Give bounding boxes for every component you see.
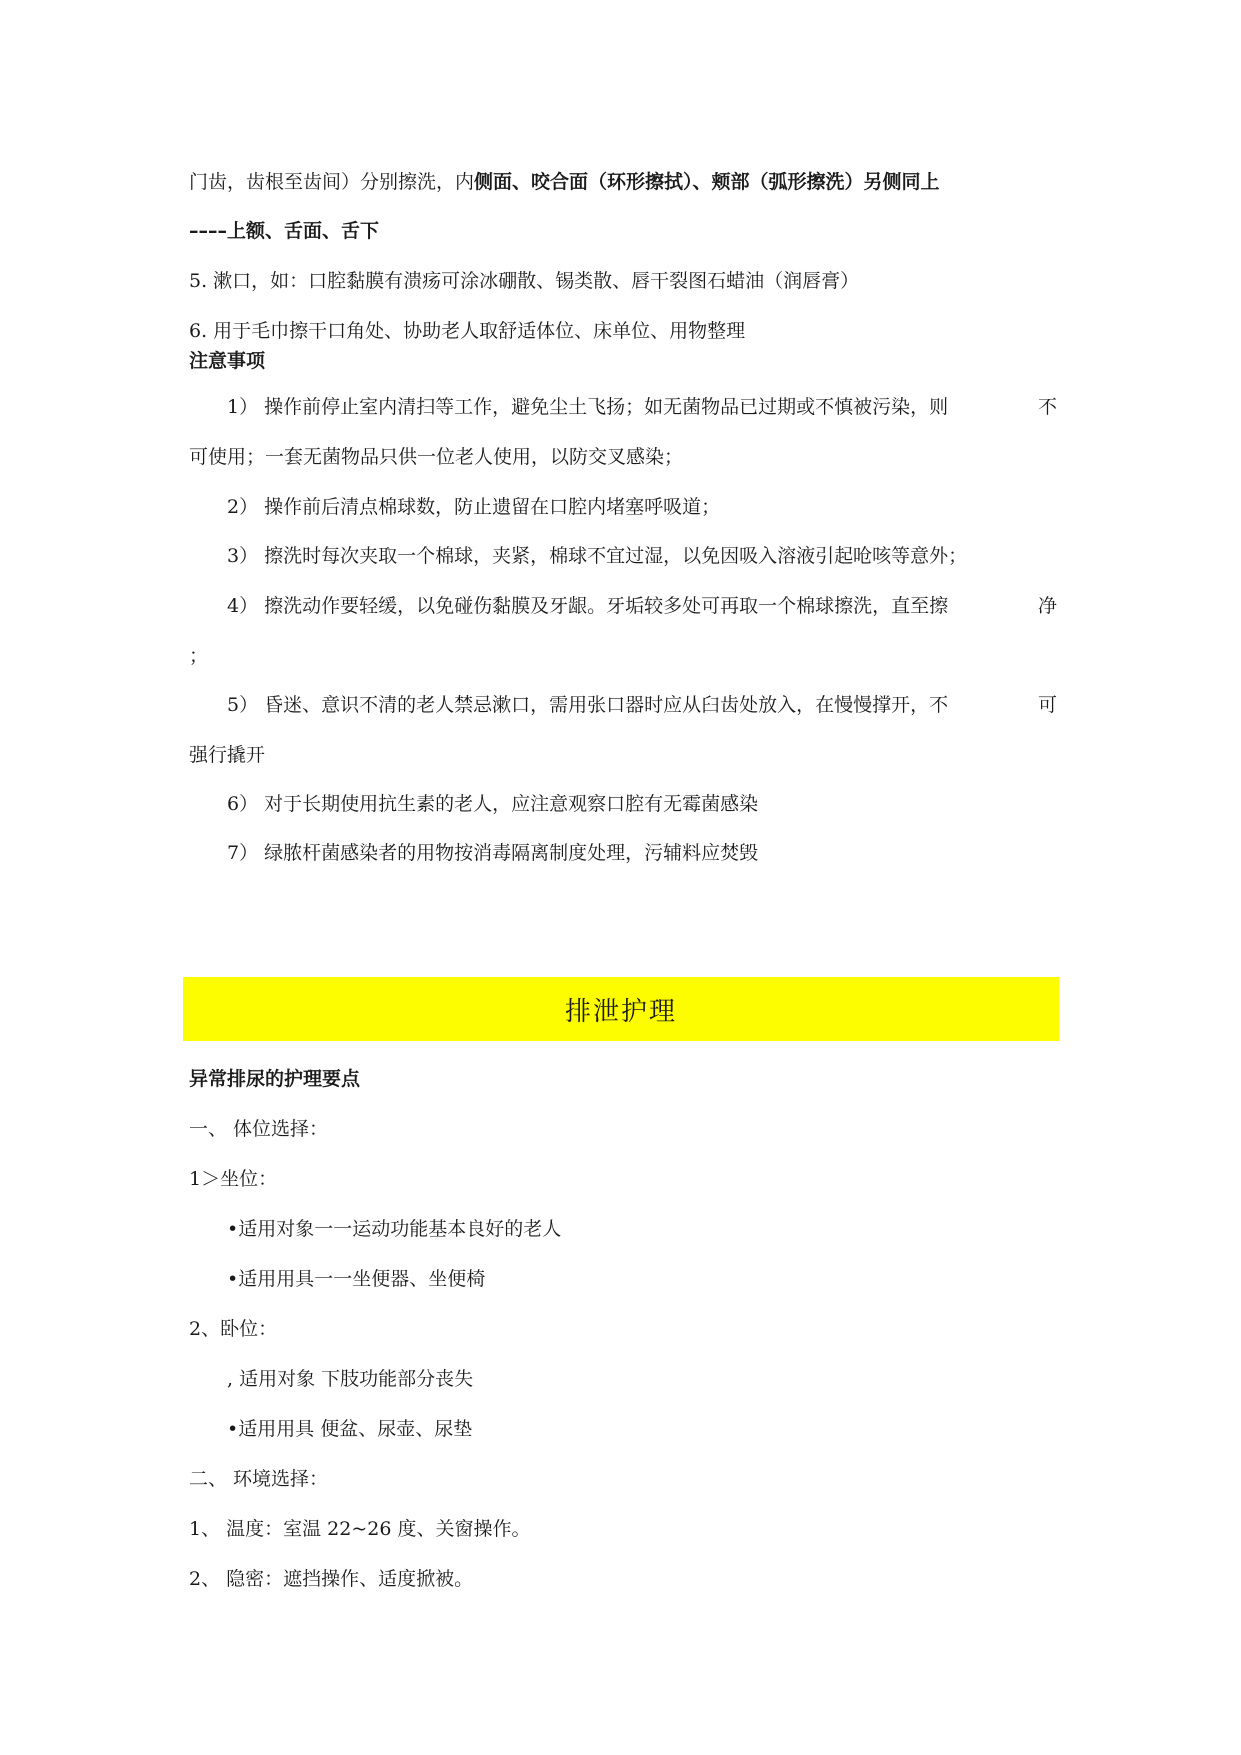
note-4-text: 4） 擦洗动作要轻缓，以免碰伤黏膜及牙龈。牙垢较多处可再取一个棉球擦洗，直至擦 (227, 595, 949, 617)
lying-target: , 适用对象 下肢功能部分丧失 (227, 1368, 474, 1390)
note-4-line-b: ； (189, 645, 209, 667)
sitting-tools: •适用用具一一坐便器、坐便椅 (227, 1268, 486, 1290)
line-brushing-continued (189, 169, 940, 195)
brushing-text: 门齿，齿根至齿间）分别擦洗，内 (189, 171, 475, 193)
banner-title: 排泄护理 (564, 996, 677, 1027)
posture-heading: 一、 体位选择： (189, 1118, 329, 1140)
sitting-target: •适用对象一一运动功能基本良好的老人 (227, 1218, 562, 1240)
note-2: 2） 操作前后清点棉球数，防止遗留在口腔内堵塞呼吸道； (227, 496, 721, 518)
step-5-rinse: 5. 漱口，如：口腔黏膜有溃疡可涂冰硼散、锡类散、唇干裂图石蜡油（润唇膏） (189, 270, 860, 292)
section-banner (183, 977, 1059, 1041)
note-5-line-a (189, 692, 1057, 718)
note-4-line-a (189, 593, 1057, 619)
step-6-wipe: 6. 用于毛巾擦干口角处、协助老人取舒适体位、床单位、用物整理 (189, 320, 746, 342)
posture-lying: 2、卧位： (189, 1318, 278, 1340)
note-3: 3） 擦洗时每次夹取一个棉球，夹紧，棉球不宜过湿，以免因吸入溶液引起呛咳等意外； (227, 545, 968, 567)
note-1-line-a (189, 394, 1057, 420)
excretion-heading: 异常排尿的护理要点 (189, 1068, 361, 1090)
brushing-order-line: ––––上额、舌面、舌下 (189, 220, 380, 242)
note-4-end: 净 (1037, 595, 1057, 617)
environment-privacy: 2、 隐密：遮挡操作、适度掀被。 (189, 1568, 474, 1590)
environment-temperature: 1、 温度：室温 22~26 度、关窗操作。 (189, 1518, 531, 1540)
note-1-line-b: 可使用；一套无菌物品只供一位老人使用，以防交叉感染； (189, 446, 684, 468)
note-6: 6） 对于长期使用抗生素的老人，应注意观察口腔有无霉菌感染 (227, 793, 759, 815)
note-7: 7） 绿脓杆菌感染者的用物按消毒隔离制度处理，污辅料应焚毁 (227, 842, 759, 864)
note-5-end: 可 (1037, 694, 1057, 716)
environment-heading: 二、 环境选择： (189, 1468, 329, 1490)
note-5-text: 5） 昏迷、意识不清的老人禁忌漱口，需用张口器时应从臼齿处放入，在慢慢撑开，不 (227, 694, 949, 716)
posture-sitting: 1＞坐位： (189, 1168, 278, 1190)
note-5-line-b: 强行撬开 (189, 744, 266, 766)
notes-heading: 注意事项 (189, 350, 266, 372)
brushing-text-bold: 侧面、咬合面（环形擦拭）、颊部（弧形擦洗）另侧同上 (474, 171, 940, 193)
note-1-end: 不 (1037, 396, 1057, 418)
note-1-text: 1） 操作前停止室内清扫等工作，避免尘土飞扬；如无菌物品已过期或不慎被污染，则 (227, 396, 949, 418)
lying-tools: •适用用具 便盆、尿壶、尿垫 (227, 1418, 473, 1440)
